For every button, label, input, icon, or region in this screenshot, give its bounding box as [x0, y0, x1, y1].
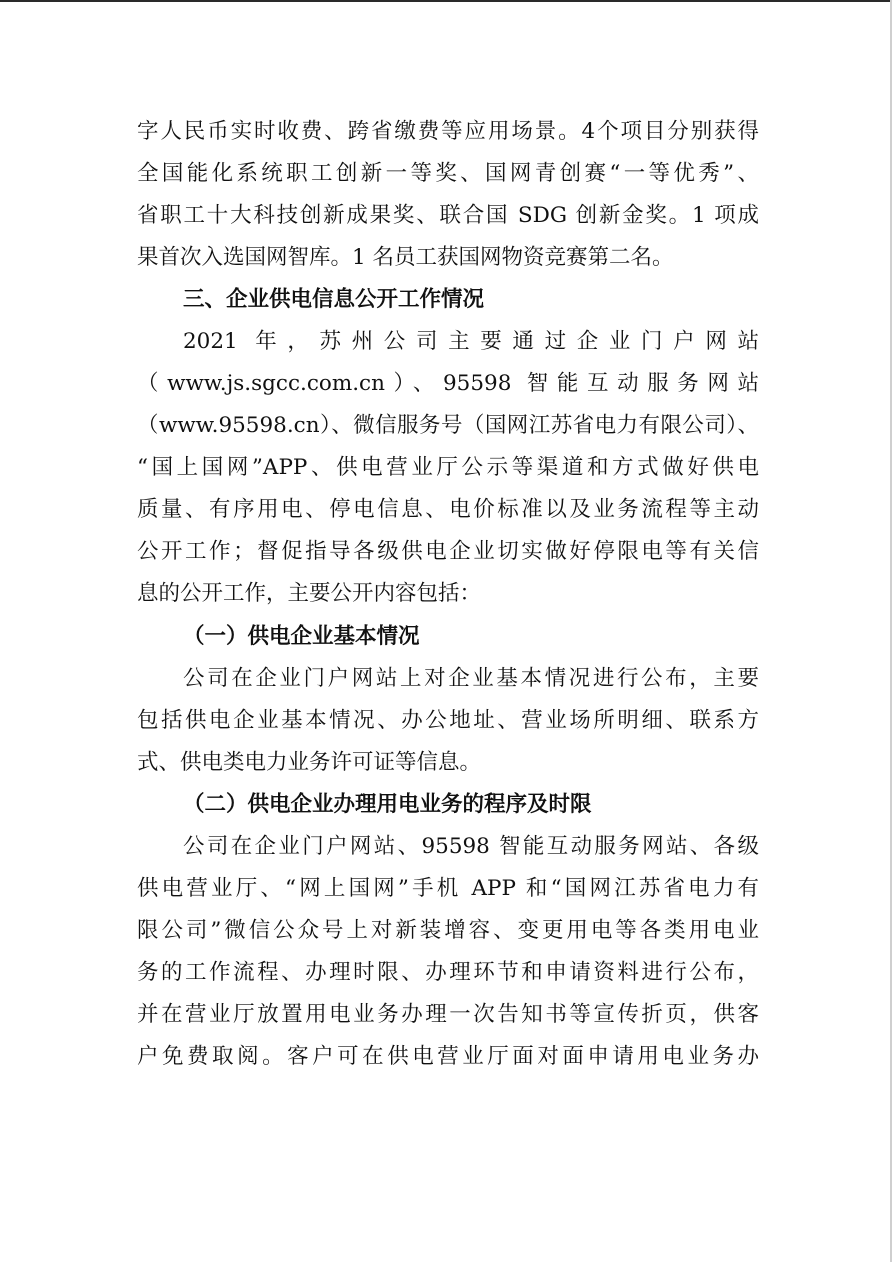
paragraph-line: 省职工十大科技创新成果奖、联合国 SDG 创新金奖。1 项成 [137, 203, 759, 228]
section-heading: 三、企业供电信息公开工作情况 [183, 287, 485, 312]
paragraph-line: 式、供电类电力业务许可证等信息。 [137, 750, 482, 775]
paragraph-line: 字人民币实时收费、跨省缴费等应用场景。4个项目分别获得 [137, 119, 759, 144]
paragraph-line: 全国能化系统职工创新一等奖、国网青创赛“一等优秀”、 [137, 161, 759, 186]
paragraph-line: 限公司”微信公众号上对新装增容、变更用电等各类用电业 [137, 918, 759, 943]
paragraph-line: 果首次入选国网智库。1 名员工获国网物资竞赛第二名。 [137, 245, 674, 270]
paragraph-line: 公司在企业门户网站上对企业基本情况进行公布，主要 [183, 666, 759, 691]
paragraph-line: 户免费取阅。客户可在供电营业厅面对面申请用电业务办 [137, 1044, 759, 1069]
paragraph-line: 包括供电企业基本情况、办公地址、营业场所明细、联系方 [137, 708, 759, 733]
subsection-heading: （一）供电企业基本情况 [183, 624, 420, 649]
page-top-border [0, 0, 892, 2]
paragraph-line: 公开工作；督促指导各级供电企业切实做好停限电等有关信 [137, 539, 759, 564]
paragraph-line: 2021 年，苏州公司主要通过企业门户网站 [183, 329, 759, 354]
paragraph-line: “国上国网”APP、供电营业厅公示等渠道和方式做好供电 [137, 455, 759, 480]
paragraph-line: 并在营业厅放置用电业务办理一次告知书等宣传折页，供客 [137, 1002, 759, 1027]
paragraph-line: 供电营业厅、“网上国网”手机 APP 和“国网江苏省电力有 [137, 876, 759, 901]
paragraph-line: 务的工作流程、办理时限、办理环节和申请资料进行公布， [137, 960, 759, 985]
paragraph-line: （www.95598.cn）、微信服务号（国网江苏省电力有限公司）、 [137, 413, 759, 438]
paragraph-line: 质量、有序用电、停电信息、电价标准以及业务流程等主动 [137, 497, 759, 522]
subsection-heading: （二）供电企业办理用电业务的程序及时限 [183, 792, 592, 817]
paragraph-line: 息的公开工作，主要公开内容包括： [137, 581, 482, 606]
paragraph-line: （www.js.sgcc.com.cn）、95598 智能互动服务网站 [137, 371, 759, 396]
paragraph-line: 公司在企业门户网站、95598 智能互动服务网站、各级 [183, 834, 759, 859]
